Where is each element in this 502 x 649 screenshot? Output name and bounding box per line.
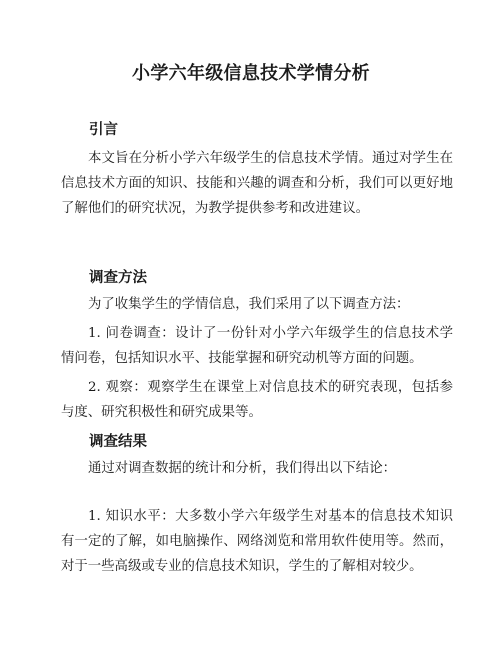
list-item: 2. 观察：观察学生在课堂上对信息技术的研究表现，包括参与度、研究积极性和研究成果等。 <box>61 380 453 420</box>
section-heading: 调查方法 <box>89 270 147 286</box>
list-item: 1. 问卷调查：设计了一份针对小学六年级学生的信息技术学情问卷，包括知识水平、技能掌握和研究动机等方面的问题。 <box>61 326 453 366</box>
list-item: 1. 知识水平：大多数小学六年级学生对基本的信息技术知识有一定的了解，如电脑操作、网络浏览和常用软件使用等。然而，对于一些高级或专业的信息技术知识，学生的了解相对较少。 <box>61 509 453 574</box>
section-heading: 调查结果 <box>89 434 147 450</box>
paragraph: 通过对调查数据的统计和分析，我们得出以下结论： <box>88 461 396 476</box>
paragraph: 为了收集学生的学情信息，我们采用了以下调查方法： <box>88 297 410 312</box>
section-introduction <box>61 120 453 221</box>
section-heading: 引言 <box>89 122 118 138</box>
section-survey-method <box>61 268 453 425</box>
paragraph: 本文旨在分析小学六年级学生的信息技术学情。通过对学生在信息技术方面的知识、技能和兴趣的调查和分析，我们可以更好地了解他们的研究状况，为教学提供参考和改进建议。 <box>61 151 453 216</box>
document-title: 小学六年级信息技术学情分析 <box>132 63 370 84</box>
section-survey-results <box>61 432 453 579</box>
